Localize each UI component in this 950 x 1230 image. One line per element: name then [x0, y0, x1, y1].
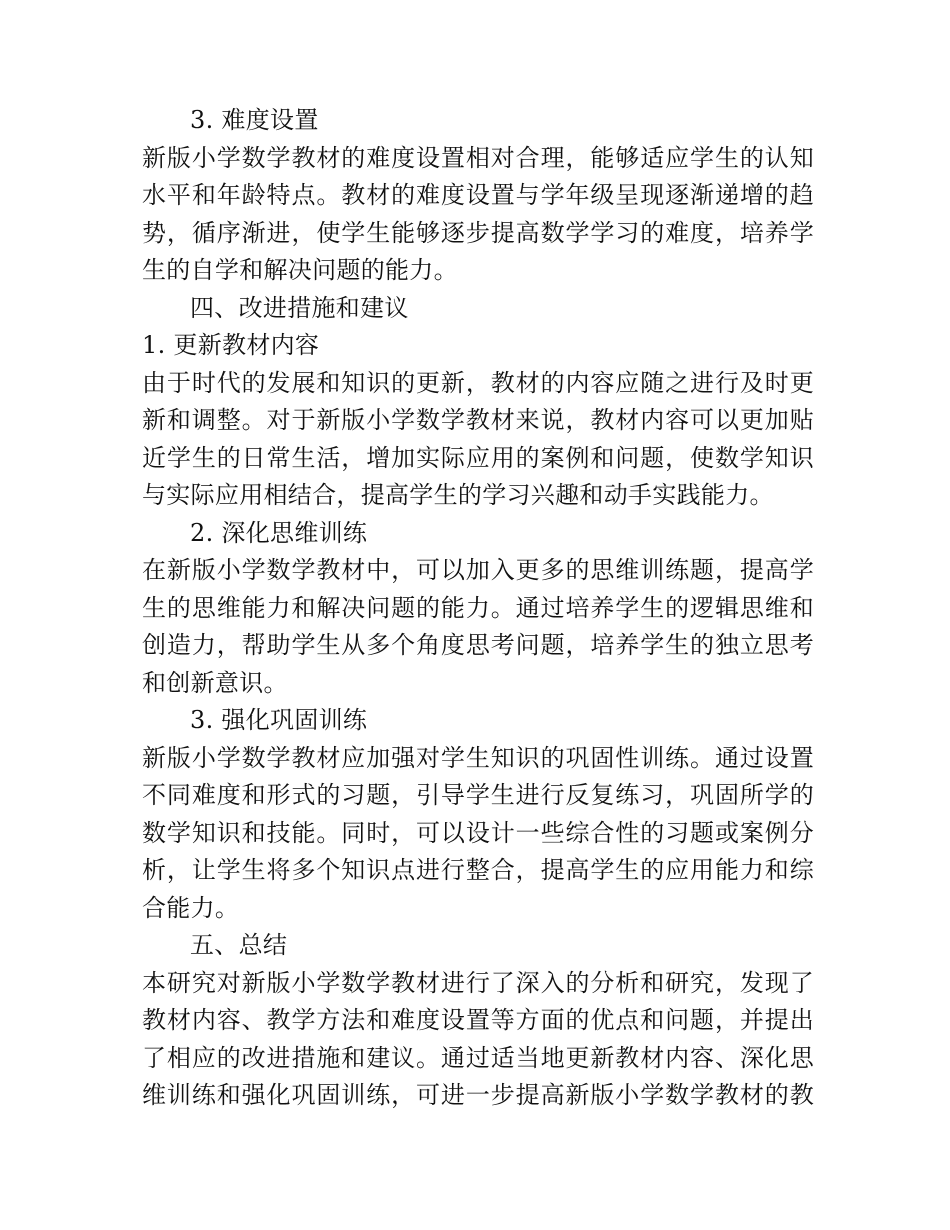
- paragraph-line: 本研究对新版小学数学教材进行了深入的分析和研究，发现了: [142, 968, 814, 997]
- paragraph-thinking-training: [142, 552, 814, 702]
- paragraph-line: 新版小学数学教材的难度设置相对合理，能够适应学生的认知: [142, 143, 814, 172]
- paragraph-difficulty-setting: [142, 140, 814, 290]
- section-heading-update-content: 1. 更新教材内容: [142, 331, 320, 359]
- paragraph-line: 教材内容、教学方法和难度设置等方面的优点和问题，并提出: [142, 1006, 814, 1034]
- paragraph-line: 在新版小学数学教材中，可以加入更多的思维训练题，提高学: [142, 556, 814, 584]
- chapter-heading-improvements: 四、改进措施和建议: [190, 293, 409, 322]
- paragraph-consolidation-training: [142, 740, 814, 928]
- document-body: [142, 102, 814, 1115]
- paragraph-line: 不同难度和形式的习题，引导学生进行反复练习，巩固所学的: [142, 781, 814, 809]
- section-heading-difficulty-setting: 3. 难度设置: [190, 106, 319, 134]
- paragraph-line: 析，让学生将多个知识点进行整合，提高学生的应用能力和综: [142, 856, 814, 884]
- chapter-heading-summary: 五、总结: [190, 931, 288, 959]
- paragraph-line: 和创新意识。: [142, 668, 288, 697]
- paragraph-line: 近学生的日常生活，增加实际应用的案例和问题，使数学知识: [142, 443, 814, 472]
- paragraph-line: 新版小学数学教材应加强对学生知识的巩固性训练。通过设置: [142, 743, 814, 772]
- paragraph-line: 新和调整。对于新版小学数学教材来说，教材内容可以更加贴: [142, 406, 814, 434]
- section-heading-consolidation-training: 3. 强化巩固训练: [190, 706, 368, 734]
- paragraph-line: 数学知识和技能。同时，可以设计一些综合性的习题或案例分: [142, 818, 814, 847]
- paragraph-update-content: [142, 365, 814, 515]
- paragraph-line: 合能力。: [142, 893, 240, 922]
- paragraph-line: 生的思维能力和解决问题的能力。通过培养学生的逻辑思维和: [142, 593, 814, 622]
- paragraph-line: 生的自学和解决问题的能力。: [142, 256, 458, 284]
- paragraph-line: 由于时代的发展和知识的更新，教材的内容应随之进行及时更: [142, 368, 814, 397]
- paragraph-summary: [142, 965, 814, 1115]
- paragraph-line: 与实际应用相结合，提高学生的学习兴趣和动手实践能力。: [142, 481, 774, 509]
- paragraph-line: 势，循序渐进，使学生能够逐步提高数学学习的难度，培养学: [142, 218, 814, 247]
- paragraph-line: 创造力，帮助学生从多个角度思考问题，培养学生的独立思考: [142, 631, 814, 659]
- section-heading-thinking-training: 2. 深化思维训练: [190, 518, 368, 547]
- paragraph-line: 水平和年龄特点。教材的难度设置与学年级呈现逐渐递增的趋: [142, 181, 814, 209]
- paragraph-line: 维训练和强化巩固训练，可进一步提高新版小学数学教材的教: [142, 1081, 814, 1109]
- paragraph-line: 了相应的改进措施和建议。通过适当地更新教材内容、深化思: [142, 1043, 814, 1072]
